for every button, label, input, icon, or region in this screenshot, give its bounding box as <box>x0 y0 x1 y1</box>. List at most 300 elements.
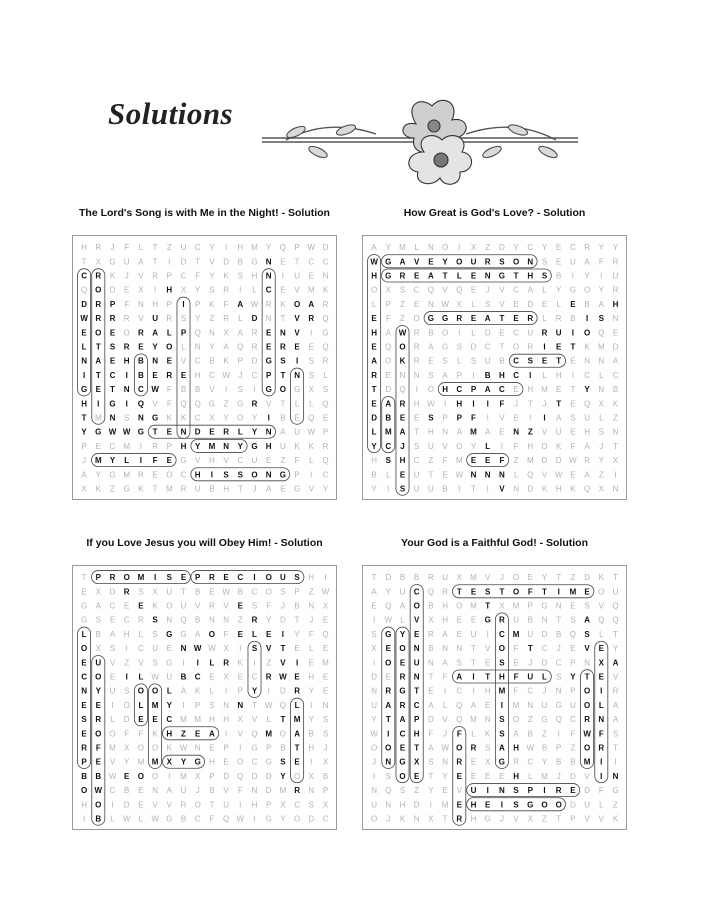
grid-letter: H <box>251 800 258 810</box>
grid-letter: H <box>555 484 562 494</box>
grid-letter: G <box>265 385 272 395</box>
grid-letter: T <box>371 573 377 583</box>
grid-letter: E <box>124 601 130 611</box>
grid-letter: O <box>123 328 130 338</box>
grid-letter: K <box>166 743 172 753</box>
grid-letter: Y <box>209 271 215 281</box>
grid-letter: S <box>470 356 477 366</box>
grid-letter: E <box>81 658 87 668</box>
grid-letter: S <box>209 285 215 295</box>
grid-letter: I <box>153 285 157 295</box>
grid-letter: U <box>570 700 576 710</box>
grid-letter: N <box>322 271 329 281</box>
grid-letter: U <box>584 800 590 810</box>
grid-letter: R <box>95 243 102 253</box>
grid-letter: B <box>570 757 576 767</box>
grid-letter: H <box>251 271 258 281</box>
grid-letter: E <box>485 456 491 466</box>
grid-letter: I <box>253 658 256 668</box>
grid-letter: I <box>600 757 603 767</box>
grid-letter: O <box>512 257 520 267</box>
grid-letter: G <box>555 700 562 710</box>
grid-letter: E <box>556 257 562 267</box>
grid-letter: Y <box>195 441 201 451</box>
grid-letter: I <box>571 271 575 281</box>
grid-letter: C <box>209 370 215 380</box>
grid-letter: D <box>570 800 576 810</box>
grid-letter: M <box>109 743 116 753</box>
grid-letter: Q <box>322 342 329 352</box>
grid-letter: C <box>612 370 619 380</box>
grid-letter: T <box>280 644 286 654</box>
grid-letter: S <box>109 342 116 352</box>
grid-letter: B <box>428 601 434 611</box>
grid-letter: L <box>138 629 144 639</box>
grid-letter: E <box>399 470 406 480</box>
grid-letter: Y <box>294 629 300 639</box>
grid-letter: P <box>322 427 329 437</box>
grid-letter: E <box>266 629 272 639</box>
grid-letter: F <box>442 456 448 466</box>
grid-letter: Z <box>570 573 576 583</box>
grid-letter: X <box>598 399 604 409</box>
grid-letter: I <box>224 385 228 395</box>
grid-letter: N <box>322 700 329 710</box>
grid-letter: U <box>527 672 534 682</box>
grid-letter: L <box>400 615 405 625</box>
grid-letter: T <box>613 441 618 451</box>
grid-letter: E <box>428 686 434 696</box>
grid-letter: E <box>485 658 491 668</box>
grid-letter: X <box>385 285 391 295</box>
grid-letter: C <box>527 757 534 767</box>
grid-letter: X <box>166 757 172 767</box>
grid-letter: E <box>570 601 576 611</box>
grid-letter: T <box>527 399 533 409</box>
grid-letter: V <box>612 672 619 682</box>
grid-letter: N <box>413 814 420 824</box>
grid-letter: D <box>280 615 286 625</box>
grid-letter: K <box>152 601 158 611</box>
grid-letter: E <box>237 601 243 611</box>
grid-letter: R <box>371 370 377 380</box>
word-highlight <box>438 383 523 396</box>
grid-letter: O <box>194 800 201 810</box>
grid-letter: N <box>513 484 519 494</box>
grid-letter: M <box>597 342 605 352</box>
grid-letter: T <box>152 484 158 494</box>
grid-letter: W <box>122 814 131 824</box>
puzzle-title: The Lord's Song is with Me in the Night! - Solution <box>79 207 330 219</box>
grid-letter: E <box>399 743 406 753</box>
grid-letter: N <box>166 615 173 625</box>
grid-letter: C <box>541 644 548 654</box>
grid-letter: B <box>584 299 590 309</box>
grid-letter: N <box>527 700 534 710</box>
grid-letter: I <box>224 686 228 696</box>
grid-letter: M <box>526 456 534 466</box>
grid-letter: B <box>195 587 201 597</box>
grid-letter: E <box>81 700 87 710</box>
grid-letter: S <box>322 715 329 725</box>
grid-letter: T <box>294 257 300 267</box>
grid-letter: Z <box>527 715 533 725</box>
grid-letter: V <box>499 299 505 309</box>
grid-letter: S <box>598 427 604 437</box>
grid-letter: T <box>442 814 448 824</box>
grid-letter: O <box>137 686 145 696</box>
grid-letter: I <box>139 456 143 466</box>
grid-letter: A <box>612 715 619 725</box>
grid-letter: F <box>513 644 519 654</box>
grid-letter: J <box>542 686 547 696</box>
grid-letter: X <box>322 757 329 767</box>
grid-letter: Y <box>322 484 329 494</box>
grid-letter: S <box>124 686 130 696</box>
grid-letter: O <box>541 441 548 451</box>
grid-letter: E <box>209 672 215 682</box>
grid-letter: H <box>499 370 505 380</box>
grid-letter: V <box>499 285 505 295</box>
grid-letter: N <box>251 786 258 796</box>
grid-letter: V <box>584 814 590 824</box>
grid-letter: G <box>541 601 548 611</box>
grid-letter: A <box>399 257 406 267</box>
grid-letter: A <box>385 399 392 409</box>
grid-letter: C <box>513 356 519 366</box>
grid-letter: R <box>209 601 215 611</box>
grid-letter: B <box>308 729 314 739</box>
grid-letter: Q <box>279 243 287 253</box>
grid-letter: I <box>472 672 475 682</box>
grid-letter: O <box>555 800 562 810</box>
puzzle-title: Your God is a Faithful God! - Solution <box>400 537 589 549</box>
grid-letter: L <box>542 370 547 380</box>
grid-letter: F <box>456 729 462 739</box>
grid-letter: A <box>280 427 286 437</box>
grid-letter: T <box>499 342 505 352</box>
grid-letter: W <box>222 587 230 597</box>
grid-letter: A <box>584 615 590 625</box>
grid-letter: M <box>151 757 159 767</box>
grid-letter: C <box>180 271 187 281</box>
grid-letter: O <box>441 243 449 253</box>
grid-letter: I <box>324 573 327 583</box>
grid-letter: A <box>428 743 434 753</box>
grid-letter: E <box>414 413 420 423</box>
grid-letter: E <box>470 757 477 767</box>
grid-letter: H <box>308 743 315 753</box>
grid-letter: L <box>138 814 144 824</box>
grid-letter: P <box>442 413 448 423</box>
grid-letter: P <box>294 243 300 253</box>
grid-letter: E <box>209 587 215 597</box>
grid-letter: E <box>414 629 420 639</box>
grid-letter: E <box>570 356 576 366</box>
grid-letter: T <box>471 644 476 654</box>
grid-letter: M <box>137 573 145 583</box>
grid-letter: D <box>470 342 477 352</box>
grid-letter: U <box>166 587 173 597</box>
grid-letter: U <box>152 314 158 324</box>
grid-letter: E <box>81 587 87 597</box>
grid-letter: P <box>570 658 576 668</box>
grid-letter: N <box>484 470 491 480</box>
grid-letter: F <box>513 672 519 682</box>
grid-letter: I <box>239 285 242 295</box>
grid-letter: L <box>309 456 314 466</box>
grid-letter: P <box>166 441 172 451</box>
grid-letter: V <box>485 573 491 583</box>
grid-letter: C <box>555 658 562 668</box>
grid-letter: B <box>541 743 548 753</box>
grid-letter: U <box>371 700 377 710</box>
grid-letter: R <box>280 342 286 352</box>
grid-letter: E <box>485 771 491 781</box>
grid-letter: U <box>428 441 434 451</box>
grid-letter: A <box>612 356 619 366</box>
grid-letter: I <box>125 399 128 409</box>
grid-letter: G <box>322 328 329 338</box>
grid-letter: M <box>165 484 173 494</box>
grid-letter: E <box>294 672 300 682</box>
grid-letter: E <box>138 601 144 611</box>
grid-letter: D <box>555 456 562 466</box>
grid-letter: K <box>223 271 229 281</box>
grid-letter: M <box>470 715 477 725</box>
grid-letter: D <box>612 342 619 352</box>
grid-letter: H <box>442 385 448 395</box>
grid-letter: O <box>370 814 378 824</box>
grid-letter: E <box>138 715 144 725</box>
grid-letter: T <box>556 573 562 583</box>
grid-letter: R <box>527 342 534 352</box>
grid-letter: Z <box>527 427 533 437</box>
grid-letter: E <box>442 470 448 480</box>
grid-letter: H <box>428 427 434 437</box>
grid-letter: H <box>194 370 201 380</box>
grid-letter: F <box>237 786 243 796</box>
grid-letter: S <box>251 601 258 611</box>
grid-letter: U <box>470 786 477 796</box>
grid-letter: Z <box>280 456 286 466</box>
grid-letter: C <box>138 644 144 654</box>
puzzle-title: How Great is God's Love? - Solution <box>403 207 586 219</box>
grid-letter: I <box>372 615 376 625</box>
grid-letter: K <box>399 814 406 824</box>
grid-letter: E <box>456 615 462 625</box>
grid-letter: G <box>251 441 258 451</box>
grid-letter: R <box>584 715 590 725</box>
grid-letter: T <box>280 314 286 324</box>
grid-letter: H <box>123 629 130 639</box>
grid-letter: I <box>125 672 128 682</box>
grid-letter: M <box>307 285 315 295</box>
grid-letter: J <box>542 399 547 409</box>
grid-letter: A <box>399 715 406 725</box>
grid-letter: A <box>308 299 315 309</box>
grid-letter: C <box>81 672 87 682</box>
grid-letter: E <box>556 385 562 395</box>
grid-letter: W <box>384 615 393 625</box>
grid-letter: Y <box>308 686 314 696</box>
grid-letter: R <box>138 328 144 338</box>
grid-letter: L <box>471 299 476 309</box>
grid-letter: R <box>584 456 590 466</box>
grid-letter: G <box>80 615 88 625</box>
grid-letter: Z <box>613 800 618 810</box>
grid-letter: J <box>82 456 87 466</box>
grid-letter: D <box>322 243 329 253</box>
grid-letter: X <box>470 243 477 253</box>
grid-letter: O <box>598 587 605 597</box>
grid-letter: E <box>280 484 286 494</box>
grid-letter: I <box>196 658 199 668</box>
grid-letter: Z <box>400 314 405 324</box>
grid-letter: I <box>387 484 390 494</box>
grid-letter: C <box>251 672 258 682</box>
grid-letter: A <box>209 729 215 739</box>
grid-letter: S <box>456 342 462 352</box>
grid-letter: K <box>280 299 286 309</box>
grid-letter: U <box>223 800 229 810</box>
grid-letter: V <box>209 257 215 267</box>
grid-letter: M <box>470 601 477 611</box>
grid-letter: I <box>557 729 560 739</box>
grid-letter: S <box>428 413 434 423</box>
grid-letter: U <box>294 427 300 437</box>
word-highlight <box>149 684 162 769</box>
grid-letter: E <box>414 771 420 781</box>
grid-letter: M <box>322 658 329 668</box>
grid-letter: B <box>385 413 392 423</box>
grid-letter: S <box>485 743 491 753</box>
grid-letter: K <box>95 484 101 494</box>
grid-letter: U <box>123 257 130 267</box>
grid-letter: W <box>526 743 535 753</box>
grid-letter: B <box>399 573 406 583</box>
grid-letter: R <box>109 314 116 324</box>
grid-letter: A <box>442 629 448 639</box>
grid-letter: R <box>385 686 392 696</box>
grid-letter: V <box>414 615 420 625</box>
grid-letter: G <box>151 413 159 423</box>
grid-letter: C <box>513 370 519 380</box>
grid-letter: T <box>237 484 243 494</box>
grid-letter: A <box>484 314 491 324</box>
grid-letter: D <box>308 814 315 824</box>
grid-letter: L <box>294 399 300 409</box>
grid-letter: R <box>166 314 173 324</box>
grid-letter: I <box>239 800 242 810</box>
grid-letter: M <box>279 786 287 796</box>
grid-letter: M <box>498 686 506 696</box>
grid-letter: R <box>81 743 87 753</box>
grid-letter: T <box>294 743 300 753</box>
grid-letter: O <box>456 257 463 267</box>
grid-letter: G <box>237 399 244 409</box>
grid-letter: F <box>499 456 505 466</box>
grid-letter: K <box>166 413 172 423</box>
grid-letter: T <box>414 743 420 753</box>
grid-letter: V <box>237 729 243 739</box>
word-highlight <box>91 454 176 467</box>
grid-letter: I <box>500 700 504 710</box>
grid-letter: E <box>322 644 329 654</box>
grid-letter: E <box>95 385 101 395</box>
grid-letter: E <box>166 427 172 437</box>
grid-letter: C <box>194 243 201 253</box>
grid-letter: R <box>294 686 300 696</box>
grid-letter: X <box>138 285 144 295</box>
grid-letter: Y <box>280 771 286 781</box>
grid-letter: R <box>251 328 258 338</box>
grid-letter: E <box>166 644 172 654</box>
grid-letter: G <box>279 470 287 480</box>
grid-letter: E <box>541 356 548 366</box>
grid-letter: E <box>371 601 377 611</box>
grid-letter: D <box>584 786 590 796</box>
grid-letter: R <box>152 271 158 281</box>
grid-letter: A <box>95 601 101 611</box>
grid-letter: C <box>251 370 258 380</box>
grid-letter: O <box>123 573 130 583</box>
grid-letter: O <box>583 686 591 696</box>
grid-letter: D <box>109 285 116 295</box>
grid-letter: I <box>600 271 603 281</box>
grid-letter: E <box>499 328 505 338</box>
grid-letter: K <box>570 484 576 494</box>
grid-letter: S <box>81 715 87 725</box>
grid-letter: A <box>266 484 272 494</box>
grid-letter: F <box>442 672 448 682</box>
grid-letter: M <box>541 771 548 781</box>
grid-letter: Y <box>308 715 314 725</box>
grid-letter: E <box>280 285 286 295</box>
grid-letter: H <box>399 456 406 466</box>
grid-letter: N <box>194 743 201 753</box>
grid-letter: G <box>385 257 392 267</box>
grid-letter: O <box>399 771 406 781</box>
grid-letter: J <box>400 441 405 451</box>
grid-letter: C <box>251 587 258 597</box>
grid-letter: O <box>95 672 102 682</box>
grid-letter: Z <box>110 484 115 494</box>
grid-letter: E <box>294 342 300 352</box>
grid-letter: G <box>498 757 506 767</box>
grid-letter: U <box>527 328 534 338</box>
grid-letter: I <box>253 385 256 395</box>
grid-letter: G <box>293 484 301 494</box>
grid-letter: S <box>251 644 258 654</box>
grid-letter: K <box>223 356 229 366</box>
grid-letter: F <box>223 629 229 639</box>
grid-letter: S <box>152 615 158 625</box>
grid-letter: U <box>180 601 187 611</box>
grid-letter: I <box>614 757 617 767</box>
grid-letter: F <box>138 729 144 739</box>
grid-letter: B <box>527 729 533 739</box>
grid-letter: C <box>194 356 201 366</box>
grid-letter: S <box>399 285 406 295</box>
grid-letter: S <box>280 356 286 366</box>
grid-letter: Q <box>456 715 463 725</box>
grid-letter: Q <box>583 484 591 494</box>
grid-letter: X <box>180 285 187 295</box>
grid-letter: X <box>308 385 314 395</box>
grid-letter: J <box>280 601 285 611</box>
grid-letter: O <box>279 729 287 739</box>
